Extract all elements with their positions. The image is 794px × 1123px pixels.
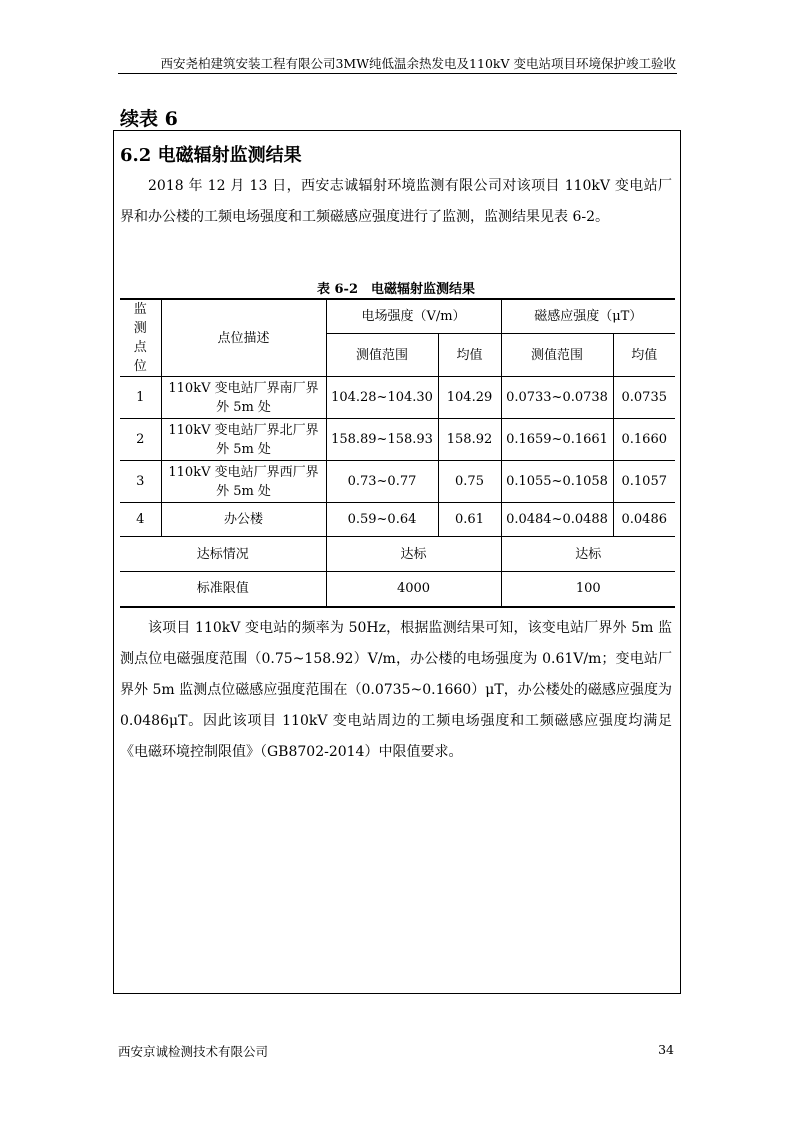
footer-company: 西安京诚检测技术有限公司 xyxy=(118,1044,269,1059)
header-index-cell xyxy=(120,299,161,377)
row-e-mean: 158.92 xyxy=(438,419,501,461)
row-desc: 110kV 变电站厂界西厂界外 5m 处 xyxy=(161,461,326,503)
row-m-mean: 0.1057 xyxy=(613,461,675,503)
status-label: 达标情况 xyxy=(120,537,326,572)
status-magnetic: 达标 xyxy=(501,537,675,572)
status-row xyxy=(120,537,675,572)
table-caption: 表 6-2 电磁辐射监测结果 xyxy=(316,282,475,297)
header-magnetic: 磁感应强度（μT） xyxy=(501,299,675,334)
row-e-range: 158.89~158.93 xyxy=(326,419,438,461)
row-m-range: 0.0484~0.0488 xyxy=(501,503,613,537)
row-desc: 办公楼 xyxy=(161,503,326,537)
header-desc: 点位描述 xyxy=(161,299,326,377)
row-e-mean: 0.61 xyxy=(438,503,501,537)
row-e-range: 0.73~0.77 xyxy=(326,461,438,503)
row-m-mean: 0.1660 xyxy=(613,419,675,461)
row-desc: 110kV 变电站厂界北厂界外 5m 处 xyxy=(161,419,326,461)
row-e-range: 0.59~0.64 xyxy=(326,503,438,537)
results-table xyxy=(120,298,675,608)
header-e-range: 测值范围 xyxy=(326,334,438,377)
table-header-row-1 xyxy=(120,299,675,334)
row-m-mean: 0.0486 xyxy=(613,503,675,537)
limit-magnetic: 100 xyxy=(501,572,675,607)
row-m-range: 0.1055~0.1058 xyxy=(501,461,613,503)
row-e-mean: 104.29 xyxy=(438,377,501,419)
table-row xyxy=(120,419,675,461)
row-e-range: 104.28~104.30 xyxy=(326,377,438,419)
limit-electric: 4000 xyxy=(326,572,501,607)
header-electric: 电场强度（V/m） xyxy=(326,299,501,334)
sub-heading: 6.2 电磁辐射监测结果 xyxy=(120,145,302,166)
row-desc: 110kV 变电站厂界南厂界外 5m 处 xyxy=(161,377,326,419)
header-m-range: 测值范围 xyxy=(501,334,613,377)
row-m-mean: 0.0735 xyxy=(613,377,675,419)
limit-row xyxy=(120,572,675,607)
conclusion-paragraph: 该项目 110kV 变电站的频率为 50Hz，根据监测结果可知，该变电站厂界外 5m 监测点位电磁强度范围（0.75~158.92）V/m，办公楼的电场强度为 0.61V/m；变电站厂界外 5m 监测点位磁感应强度范围在（0.0735~0.1660）μT，办公楼处的磁感应强度为 0.0486μT。因此该项目 110kV 变电站周边的工频电场强度和工频磁感应强度均满足《电磁环境控制限值》（GB8702-2014）中限值要求。 xyxy=(120,620,672,760)
table-row xyxy=(120,503,675,537)
table-row xyxy=(120,461,675,503)
row-no: 2 xyxy=(120,419,161,461)
limit-label: 标准限值 xyxy=(120,572,326,607)
header-index: 监测点位 xyxy=(133,302,147,374)
status-electric: 达标 xyxy=(326,537,501,572)
header-rule xyxy=(118,73,677,74)
row-no: 4 xyxy=(120,503,161,537)
row-no: 3 xyxy=(120,461,161,503)
row-m-range: 0.0733~0.0738 xyxy=(501,377,613,419)
header-m-mean: 均值 xyxy=(613,334,675,377)
row-no: 1 xyxy=(120,377,161,419)
row-m-range: 0.1659~0.1661 xyxy=(501,419,613,461)
row-e-mean: 0.75 xyxy=(438,461,501,503)
page-number: 34 xyxy=(658,1042,674,1057)
table-row xyxy=(120,377,675,419)
page-header: 西安尧柏建筑安装工程有限公司3MW纯低温余热发电及110kV 变电站项目环境保护竣工验收 xyxy=(160,56,676,71)
intro-paragraph: 2018 年 12 月 13 日，西安志诚辐射环境监测有限公司对该项目 110kV 变电站厂界和办公楼的工频电场强度和工频磁感应强度进行了监测，监测结果见表 6-2。 xyxy=(120,178,672,225)
section-heading: 续表 6 xyxy=(120,108,178,130)
header-e-mean: 均值 xyxy=(438,334,501,377)
